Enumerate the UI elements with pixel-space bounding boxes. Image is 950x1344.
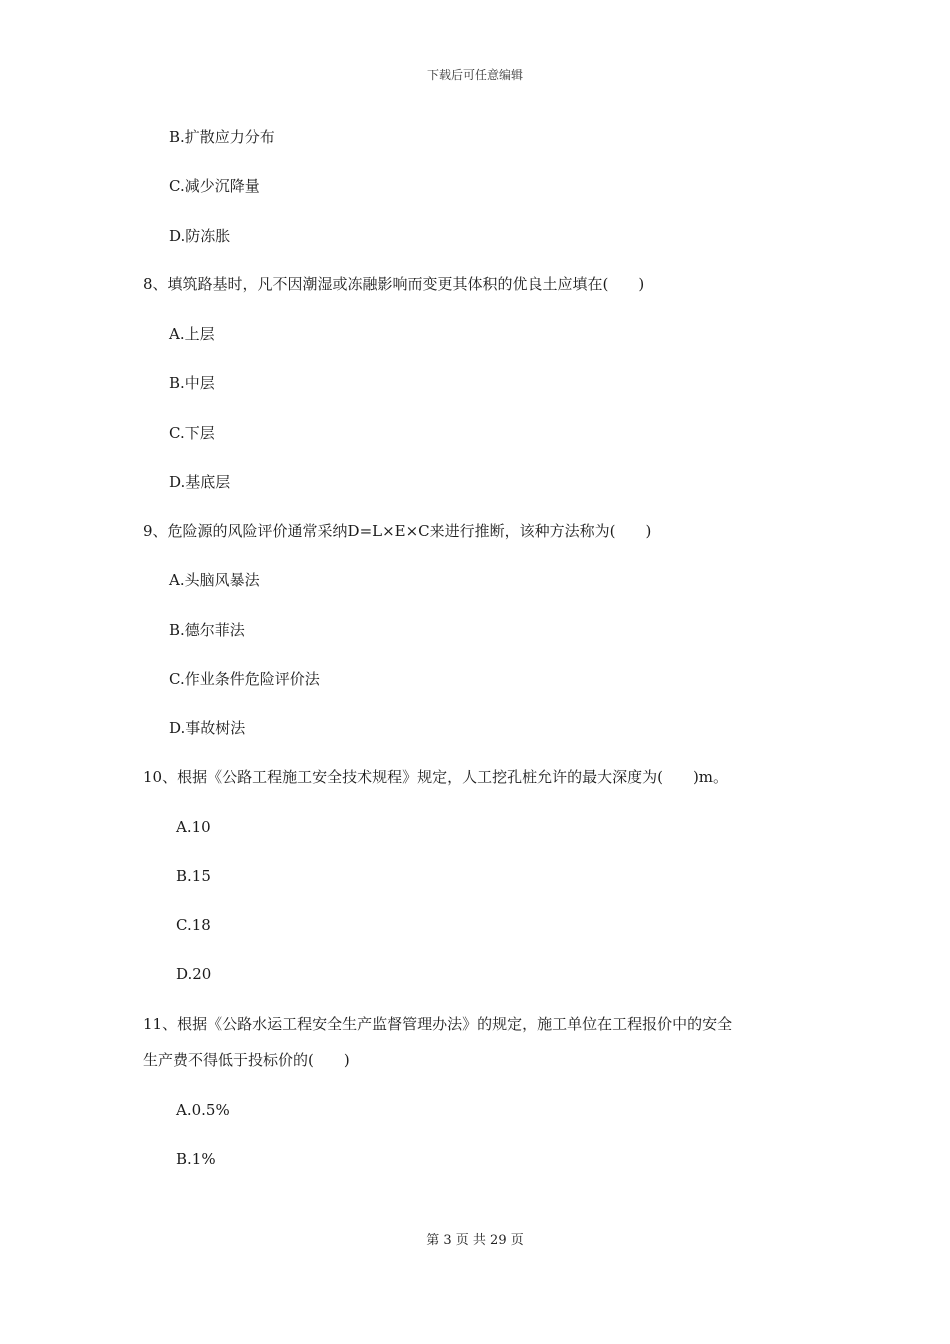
q9-option-a: A.头脑风暴法 xyxy=(169,571,260,589)
q9-option-c: C.作业条件危险评价法 xyxy=(169,670,320,688)
q10-option-d: D.20 xyxy=(176,965,212,983)
q7-option-c: C.减少沉降量 xyxy=(169,177,260,195)
q8-option-d: D.基底层 xyxy=(169,473,231,491)
q10-option-a: A.10 xyxy=(176,818,211,836)
page-header: 下载后可任意编辑 xyxy=(426,68,523,82)
q10-option-c: C.18 xyxy=(176,916,211,934)
q11-stem-line2: 生产费不得低于投标价的( ) xyxy=(143,1051,350,1069)
q9-stem: 9、危险源的风险评价通常采纳D=L×E×C来进行推断，该种方法称为( ) xyxy=(143,522,652,540)
q7-option-b: B.扩散应力分布 xyxy=(169,128,275,146)
q11-option-b: B.1% xyxy=(176,1150,216,1168)
q10-stem: 10、根据《公路工程施工安全技术规程》规定，人工挖孔桩允许的最大深度为( )m。 xyxy=(143,768,729,786)
q9-option-d: D.事故树法 xyxy=(169,719,246,737)
q9-option-b: B.德尔菲法 xyxy=(169,621,245,639)
q10-option-b: B.15 xyxy=(176,867,211,885)
q11-option-a: A.0.5% xyxy=(176,1101,230,1119)
q8-option-a: A.上层 xyxy=(169,325,215,343)
q8-option-b: B.中层 xyxy=(169,374,215,392)
q11-stem-line1: 11、根据《公路水运工程安全生产监督管理办法》的规定，施工单位在工程报价中的安全 xyxy=(143,1015,733,1033)
page-footer: 第 3 页 共 29 页 xyxy=(426,1233,524,1248)
q7-option-d: D.防冻胀 xyxy=(169,227,231,245)
q8-option-c: C.下层 xyxy=(169,424,215,442)
q8-stem: 8、填筑路基时，凡不因潮湿或冻融影响而变更其体积的优良土应填在( ) xyxy=(143,275,645,293)
